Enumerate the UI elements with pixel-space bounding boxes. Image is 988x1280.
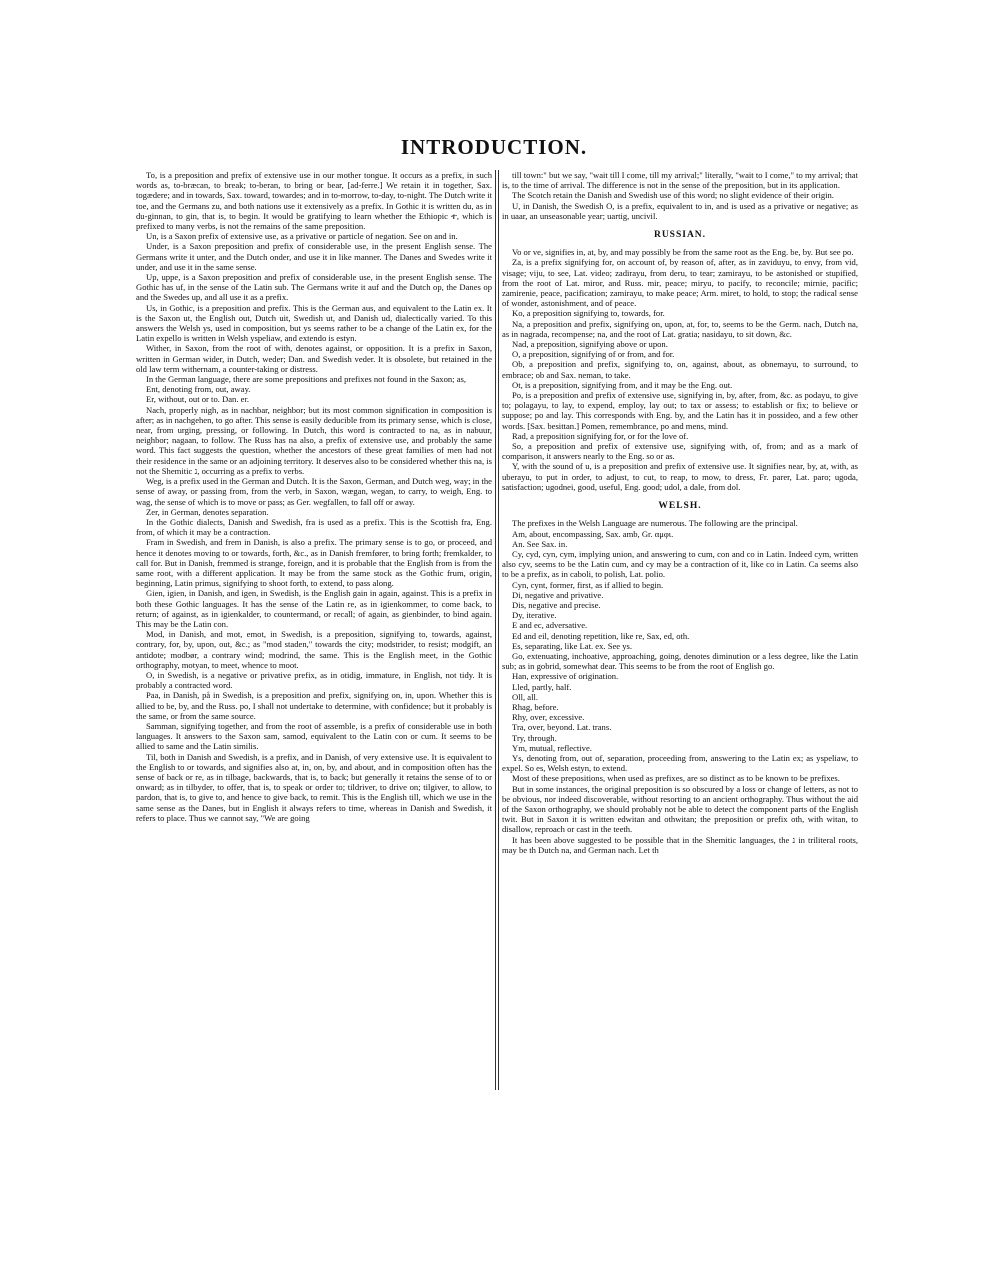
paragraph: Fram in Swedish, and frem in Danish, is also a prefix. The primary sense is to go, or proceed, and hence it denotes moving to or towards, forth, &c., as in Danish fremfører, to bring forth; fremkalder, to call for. But in Danish, fremmed is strange, foreign, and it is probable that the English from is from the same root, with a different application. It may be from the same stock as the Gothic frum, origin, beginning, Latin primus, signifying to shoot forth, to extend, to pass along. [136, 537, 492, 589]
paragraph: O, a preposition, signifying of or from, and for. [512, 349, 675, 360]
paragraph: Til, both in Danish and Swedish, is a prefix, and in Danish, of very extensive use. It is equivalent to the English to or towards, and signifies also at, in, on, by, and about, and in composition often has the sense of back or re, as in tilbage, backwards, that is, to back; but generally it retains the sense of to or onward; as in tilbyder, to offer, that is, to speak or order to; tildriver, to drive on; tilgiver, to allow, to pardon, that is, to give to, and hence to give back, to remit. This is the English till, which we use in the same sense as the Danes, but in English it always refers to time, whereas in Danish and Swedish, it refers to place. Thus we cannot say, "We are going [136, 751, 492, 823]
paragraph: But in some instances, the original preposition is so obscured by a loss or change of letters, as not to be obvious, nor indeed discoverable, without resorting to an ancient orthography. Thus without the aid of the Saxon orthography, we should probably not be able to detect the component parts of the English twit. But in Saxon it is written edwitan and othwitan; the preposition or prefix oth, with witan, to disallow, reproach or cast in the teeth. [502, 783, 858, 835]
paragraph: Samman, signifying together, and from the root of assemble, is a prefix of considerable use in both languages. It answers to the Saxon sam, samod, equivalent to the Latin con or cum. It seems to be allied to same and the Latin similis. [136, 720, 492, 752]
paragraph: The prefixes in the Welsh Language are numerous. The following are the principal. [512, 518, 798, 529]
paragraph: Un, is a Saxon prefix of extensive use, as a privative or particle of negation. See on and in. [146, 231, 458, 242]
paragraph: Gien, igien, in Danish, and igen, in Swedish, is the English gain in again, against. This is a prefix in both these Gothic languages. It has the sense of the Latin re, as in igienkommer, to come back, to return; of against, as in igienkalder, to countermand, or recall; of again, as gienbinder, to bind again. This may be the Latin con. [136, 588, 492, 629]
paragraph: Paa, in Danish, på in Swedish, is a preposition and prefix, signifying on, in, upon. Whether this is allied to be, by, and the Russ. po, I shall not undertake to determine, with confidence; but it probably is the same, or from the same source. [136, 690, 492, 721]
paragraph: An. See Sax. in. [512, 538, 568, 549]
paragraph: Ko, a preposition signifying to, towards, for. [512, 308, 665, 319]
paragraph: till town:" but we say, "wait till I come, till my arrival;" literally, "wait to I come," to my arrival; that is, to the time of arrival. The difference is not in the sense of the preposition, but in its application. [502, 170, 858, 191]
paragraph: Most of these prepositions, when used as prefixes, are so distinct as to be known to be prefixes. [512, 773, 840, 784]
paragraph: Zer, in German, denotes separation. [146, 506, 269, 517]
paragraph: Oll, all. [512, 691, 539, 702]
paragraph: The Scotch retain the Danish and Swedish use of this word; no slight evidence of their origin. [512, 190, 834, 201]
paragraph: Nad, a preposition, signifying above or upon. [512, 339, 668, 350]
paragraph: Za, is a prefix signifying for, on account of, by reason of, after, as in zaviduyu, to envy, from vid, visage; viju, to see, Lat. video; zadirayu, from deru, to tear; zamirayu, to be astonished or stupified, from the root of Lat. miror, and Russ. mir, peace; miryu, to pacify, to reconcile; mirnie, pacific; zamirenie, peace, pacification; zamirayu, to make peace; Arm. miret, to hold, to stop; the radical sense of wonder, astonishment, and of peace. [502, 257, 858, 309]
paragraph: Po, is a preposition and prefix of extensive use, signifying in, by, after, from, &c. as podayu, to give to; polagayu, to lay, to expend, employ, lay out; to tax or assess; to establish or fix; to believe or suppose; po and lay. This corresponds with Eng. by, and the Latin has it in possideo, and a few other words. [Sax. besittan.] Pomen, remembrance, po and mens, mind. [502, 390, 858, 431]
paragraph: Ent, denoting from, out, away. [146, 384, 251, 395]
paragraph: Up, uppe, is a Saxon preposition and prefix of considerable use, in the present English sense. The Gothic has uf, in the sense of the Latin sub. The Germans write it auf and the Dutch op, the Danes op and the Swedes up, and all use it as a prefix. [136, 272, 492, 303]
paragraph: Under, is a Saxon preposition and prefix of considerable use, in the present English sense. The Germans write it unter, and the Dutch onder, and use it in like manner. The Danes and Swedes write it under, and use it in the same sense. [136, 241, 492, 272]
russian-section [502, 247, 858, 492]
paragraph: Di, negative and privative. [512, 589, 604, 600]
paragraph: Go, extenuating, inchoative, approaching, going, denotes diminution or a less degree, like the Latin sub; as in gobrid, somewhat dear. This seems to be from the root of English go. [502, 650, 858, 672]
paragraph: E and ec, adversative. [512, 620, 588, 631]
column-divider-rule [498, 170, 499, 1090]
paragraph: Ob, a preposition and prefix, signifying to, on, against, about, as obnemayu, to surround, to embrace; ob and Sax. neman, to take. [502, 359, 858, 380]
welsh-section [502, 518, 858, 855]
paragraph: Lled, partly, half. [512, 681, 572, 692]
paragraph: To, is a preposition and prefix of extensive use in our mother tongue. It occurs as a prefix, in such words as, to-bræcan, to break; to-beran, to bring or bear, [ad-ferre.] We retain it in together, Sax. togædere; and in towards, Sax. toward, towardes; and in to-morrow, to-day, to-night. The Dutch write it toe, and the Germans zu, and both nations use it extensively as a prefix. In Gothic it is written du, as in du-ginnan, to gin, that is, to begin. It would be gratifying to learn whether the Ethiopic ተ, which is prefixed to many verbs, is not the remains of the same preposition. [136, 170, 492, 232]
paragraph: Us, in Gothic, is a preposition and prefix. This is the German aus, and equivalent to the Latin ex. It is the Saxon ut, the English out, Dutch uit, Swedish ut, and Danish ud, dialectically varied. To this answers the Welsh ys, used in composition, but ys seems rather to be a change of the Latin ex, for the Latin expello is written in Welsh yspeliaw, and extendo is estyn. [136, 302, 492, 344]
paragraph: Rad, a preposition signifying for, or for the love of. [512, 430, 689, 441]
paragraph: O, in Swedish, is a negative or privative prefix, as in otidig, immature, in English, not tidy. It is probably a contracted word. [136, 669, 492, 691]
section-heading-welsh: WELSH. [658, 501, 702, 512]
paragraph: Rhy, over, excessive. [512, 712, 585, 723]
left-column [136, 170, 492, 1090]
paragraph: Tra, over, beyond. Lat. trans. [512, 722, 612, 733]
paragraph: In the Gothic dialects, Danish and Swedish, fra is used as a prefix. This is the Scottish fra, Eng. from, of which it may be a contraction. [136, 516, 492, 538]
paragraph: In the German language, there are some prepositions and prefixes not found in the Saxon; as, [146, 374, 467, 385]
section-heading-russian: RUSSIAN. [653, 230, 707, 241]
column-divider-rule [495, 170, 496, 1090]
paragraph: Rhag, before. [512, 701, 559, 712]
paragraph: Ym, mutual, reflective. [512, 742, 592, 753]
paragraph: Dy, iterative. [512, 610, 557, 621]
paragraph: U, in Danish, the Swedish O, is a prefix, equivalent to in, and is used as a privative or negative; as in uaar, an unseasonable year; uartig, uncivil. [502, 200, 858, 221]
paragraph: Cyn, cynt, former, first, as if allied to begin. [512, 579, 664, 590]
paragraph: Mod, in Danish, and mot, emot, in Swedish, is a preposition, signifying to, towards, against, contrary, for, by, upon, out, &c.; as "mod staden," towards the city; modstrider, to resist; modgift, an antidote; modbør, a contrary wind; modrind, the same. This is the English meet, in the Gothic orthography, motyan, to meet, whence to moot. [136, 629, 492, 670]
paragraph: So, a preposition and prefix of extensive use, signifying with, of, from; and as a mark of comparison, it answers nearly to the Eng. so or as. [502, 441, 858, 462]
paragraph: Ot, is a preposition, signifying from, and it may be the Eng. out. [512, 379, 733, 390]
paragraph: Han, expressive of origination. [512, 671, 619, 682]
paragraph: Ed and eil, denoting repetition, like re, Sax, ed, oth. [512, 630, 690, 641]
page-title: INTRODUCTION. [400, 135, 588, 159]
paragraph: Try, through. [512, 732, 557, 743]
paragraph: Nach, properly nigh, as in nachbar, neighbor; but its most common signification in composition is after; as in nachgehen, to go after. This sense is easily deducible from its primary sense, which is close, near, from urging, pressing, or following. In Dutch, this word is contracted to na, as in nabuur, neighbor; nagaan, to follow. The Russ has na also, a prefix of extensive use, and probably the same word. This fact suggests the question, whether the ancestors of these great families of men had not their residence in the same or an adjoining territory. It deserves also to be considered whether this na, is not the Shemitic נ, occurring as a prefix to verbs. [136, 404, 492, 476]
paragraph: Wither, in Saxon, from the root of with, denotes against, or opposition. It is a prefix in Saxon, written in German wider, in Dutch, weder; Dan. and Swedish veder. It is obsolete, but retained in the old law term withernam, a counter-taking or distress. [136, 343, 492, 374]
paragraph: It has been above suggested to be possible that in the Shemitic languages, the נ in triliteral roots, may be th Dutch na, and German nach. Let th [502, 834, 858, 855]
paragraph: Dis, negative and precise. [512, 599, 601, 610]
paragraph: Es, separating, like Lat. ex. See ys. [512, 640, 633, 651]
paragraph: Ys, denoting from, out of, separation, proceeding from, answering to the Latin ex; as yspeliaw, to expel. So es, Welsh estyn, to extend. [502, 752, 858, 774]
paragraph: Am, about, encompassing, Sax. amb, Gr. αμφι. [512, 528, 674, 539]
paragraph: Weg, is a prefix used in the German and Dutch. It is the Saxon, German, and Dutch weg, way; in the sense of away, or passing from, from the verb, in Saxon, wægan, wegan, to carry, to weigh, Eng. to wag, the sense of which is to move or pass; as Ger. wegfallen, to fall off or away. [136, 476, 492, 507]
paragraph: Vo or ve, signifies in, at, by, and may possibly be from the same root as the Eng. be, by. But see po. [512, 247, 854, 258]
right-intro-section [502, 170, 858, 221]
paragraph: Y, with the sound of u, is a preposition and prefix of extensive use. It signifies near, by, at, with, as uberayu, to put in order, to adjust, to cut, to reap, to mow, to dress, Fr. parer, Lat. paro; ugoda, satisfaction; ugodnei, good, useful, Eng. good; udol, a dale, from dol. [502, 461, 858, 492]
right-column [502, 170, 858, 1090]
paragraph: Na, a preposition and prefix, signifying on, upon, at, for, to, seems to be the Germ. nach, Dutch na, as in nagrada, recompense; na, and the root of Lat. gratia; nasidayu, to sit down, &c. [502, 318, 858, 339]
paragraph: Er, without, out or to. Dan. er. [146, 394, 250, 405]
paragraph: Cy, cyd, cyn, cym, implying union, and answering to cum, con and co in Latin. Indeed cym, written also cyv, seems to be the Latin cum, and cy may be a contraction of it, like co in Latin. Ca seems also to be a prefix, as in caboli, to polish, Lat. polio. [502, 548, 858, 580]
